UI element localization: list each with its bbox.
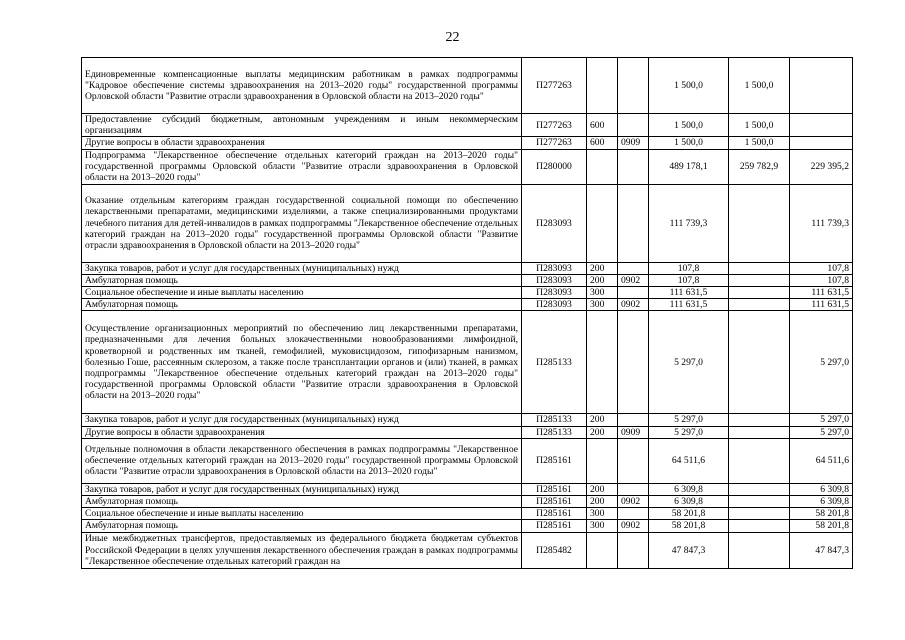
expense-type [587, 58, 618, 114]
amount-total: 64 511,6 [649, 438, 729, 483]
table-row [82, 311, 853, 414]
table-row [82, 274, 853, 286]
target-code: П277263 [522, 137, 587, 149]
table-row [82, 532, 853, 568]
target-code: П285133 [522, 311, 587, 414]
target-code: П285133 [522, 426, 587, 438]
table-row [82, 149, 853, 184]
row-name: Закупка товаров, работ и услуг для государственных (муниципальных) нужд [82, 483, 522, 495]
row-name: Амбулаторная помощь [82, 274, 522, 286]
row-name: Амбулаторная помощь [82, 520, 522, 532]
table-row [82, 483, 853, 495]
amount-regional [729, 414, 790, 426]
table-row [82, 58, 853, 114]
section-code [618, 114, 649, 137]
amount-federal [790, 114, 853, 137]
amount-regional: 1 500,0 [729, 137, 790, 149]
amount-federal: 6 309,8 [790, 483, 853, 495]
row-name: Единовременные компенсационные выплаты медицинским работникам в рамках подпрограммы "Кадровое обеспечение системы здравоохранения на 2013–2020 годы" государственной программы Орловской области "Развитие отрасли здравоохранения в Орловской области на 2013–2020 годы" [82, 58, 522, 114]
section-code [618, 149, 649, 184]
amount-federal: 5 297,0 [790, 414, 853, 426]
section-code [618, 287, 649, 299]
section-code [618, 508, 649, 520]
row-name: Закупка товаров, работ и услуг для государственных (муниципальных) нужд [82, 262, 522, 274]
row-name: Другие вопросы в области здравоохранения [82, 137, 522, 149]
expense-type: 300 [587, 520, 618, 532]
amount-regional: 1 500,0 [729, 114, 790, 137]
section-code: 0902 [618, 299, 649, 311]
expense-type [587, 532, 618, 568]
amount-total: 1 500,0 [649, 114, 729, 137]
expense-type: 600 [587, 114, 618, 137]
amount-total: 6 309,8 [649, 496, 729, 508]
section-code: 0902 [618, 496, 649, 508]
amount-regional [729, 508, 790, 520]
row-name: Амбулаторная помощь [82, 496, 522, 508]
expense-type: 600 [587, 137, 618, 149]
expense-type: 300 [587, 299, 618, 311]
target-code: П283093 [522, 184, 587, 262]
amount-federal: 111 739,3 [790, 184, 853, 262]
table-row [82, 520, 853, 532]
amount-federal: 5 297,0 [790, 311, 853, 414]
expense-type: 300 [587, 287, 618, 299]
target-code: П285482 [522, 532, 587, 568]
expense-type [587, 311, 618, 414]
target-code: П280000 [522, 149, 587, 184]
amount-total: 58 201,8 [649, 520, 729, 532]
amount-regional [729, 496, 790, 508]
row-name: Амбулаторная помощь [82, 299, 522, 311]
target-code: П283093 [522, 299, 587, 311]
amount-total: 111 739,3 [649, 184, 729, 262]
amount-total: 111 631,5 [649, 287, 729, 299]
amount-regional [729, 262, 790, 274]
target-code: П285161 [522, 438, 587, 483]
amount-regional [729, 299, 790, 311]
expense-type: 200 [587, 496, 618, 508]
amount-federal [790, 137, 853, 149]
row-name: Осуществление организационных мероприятий по обеспечению лиц лекарственными препаратами, предназначенными для лечения больных злокачественными новообразованиями лимфоидной, кроветворной и родственных им тканей, гемофилией, муковисцидозом, гипофизарным нанизмом, болезнью Гоше, рассеянным склерозом, а также после трансплантации органов и (или) тканей, в рамках подпрограммы "Лекарственное обеспечение отдельных категорий граждан на 2013–2020 годы" государственной программы Орловской области "Развитие отрасли здравоохранения в Орловской области на 2013–2020 годы" [82, 311, 522, 414]
amount-total: 47 847,3 [649, 532, 729, 568]
table-row [82, 299, 853, 311]
amount-federal: 111 631,5 [790, 287, 853, 299]
budget-table [81, 57, 853, 569]
expense-type [587, 149, 618, 184]
amount-regional: 259 782,9 [729, 149, 790, 184]
amount-total: 5 297,0 [649, 311, 729, 414]
expense-type: 200 [587, 483, 618, 495]
section-code [618, 414, 649, 426]
amount-federal [790, 58, 853, 114]
expense-type: 200 [587, 274, 618, 286]
row-name: Оказание отдельным категориям граждан государственной социальной помощи по обеспечению лекарственными препаратами, медицинскими изделиями, а также специализированными продуктами лечебного питания для детей-инвалидов в рамках подпрограммы "Лекарственное обеспечение отдельных категорий граждан на 2013–2020 годы" государственной программы Орловской области "Развитие отрасли здравоохранения в Орловской области на 2013–2020 годы" [82, 184, 522, 262]
row-name: Закупка товаров, работ и услуг для государственных (муниципальных) нужд [82, 414, 522, 426]
target-code: П285161 [522, 508, 587, 520]
section-code [618, 532, 649, 568]
row-name: Социальное обеспечение и иные выплаты населению [82, 287, 522, 299]
amount-total: 107,8 [649, 262, 729, 274]
amount-total: 6 309,8 [649, 483, 729, 495]
expense-type: 200 [587, 262, 618, 274]
target-code: П277263 [522, 58, 587, 114]
row-name: Подпрограмма "Лекарственное обеспечение отдельных категорий граждан на 2013–2020 годы" государственной программы Орловской области "Развитие отрасли здравоохранения в Орловской области на 2013–2020 годы" [82, 149, 522, 184]
amount-total: 1 500,0 [649, 58, 729, 114]
amount-total: 489 178,1 [649, 149, 729, 184]
target-code: П285161 [522, 496, 587, 508]
amount-regional [729, 426, 790, 438]
amount-federal: 5 297,0 [790, 426, 853, 438]
table-row [82, 114, 853, 137]
amount-regional [729, 274, 790, 286]
target-code: П283093 [522, 262, 587, 274]
row-name: Иные межбюджетных трансфертов, предоставляемых из федерального бюджета бюджетам субъектов Российской Федерации в целях улучшения лекарственного обеспечения граждан в рамках подпрограммы "Лекарственное обеспечение отдельных категорий граждан на [82, 532, 522, 568]
section-code [618, 438, 649, 483]
table-row [82, 508, 853, 520]
amount-federal: 107,8 [790, 274, 853, 286]
target-code: П283093 [522, 287, 587, 299]
section-code: 0902 [618, 520, 649, 532]
section-code [618, 58, 649, 114]
table-row [82, 414, 853, 426]
target-code: П285161 [522, 483, 587, 495]
row-name: Предоставление субсидий бюджетным, автономным учреждениям и иным некоммерческим организациям [82, 114, 522, 137]
amount-total: 58 201,8 [649, 508, 729, 520]
amount-federal: 229 395,2 [790, 149, 853, 184]
amount-federal: 58 201,8 [790, 508, 853, 520]
page-number: 22 [445, 30, 460, 45]
section-code: 0909 [618, 426, 649, 438]
amount-federal: 47 847,3 [790, 532, 853, 568]
amount-total: 5 297,0 [649, 426, 729, 438]
amount-regional [729, 311, 790, 414]
amount-federal: 58 201,8 [790, 520, 853, 532]
expense-type [587, 184, 618, 262]
row-name: Другие вопросы в области здравоохранения [82, 426, 522, 438]
expense-type: 200 [587, 426, 618, 438]
section-code: 0902 [618, 274, 649, 286]
table-row [82, 287, 853, 299]
section-code [618, 262, 649, 274]
target-code: П285133 [522, 414, 587, 426]
table-row [82, 496, 853, 508]
expense-type: 200 [587, 414, 618, 426]
amount-regional [729, 532, 790, 568]
row-name: Отдельные полномочия в области лекарственного обеспечения в рамках подпрограммы "Лекарственное обеспечение отдельных категорий граждан на 2013–2020 годы" государственной программы Орловской области "Развитие отрасли здравоохранения в Орловской области на 2013–2020 годы" [82, 438, 522, 483]
amount-federal: 107,8 [790, 262, 853, 274]
target-code: П285161 [522, 520, 587, 532]
amount-total: 107,8 [649, 274, 729, 286]
table-row [82, 184, 853, 262]
section-code [618, 311, 649, 414]
target-code: П283093 [522, 274, 587, 286]
amount-federal: 111 631,5 [790, 299, 853, 311]
expense-type [587, 438, 618, 483]
amount-regional [729, 520, 790, 532]
amount-regional [729, 184, 790, 262]
table-row [82, 137, 853, 149]
table-row [82, 438, 853, 483]
amount-regional [729, 483, 790, 495]
table-row [82, 426, 853, 438]
amount-federal: 64 511,6 [790, 438, 853, 483]
section-code [618, 483, 649, 495]
table-row [82, 262, 853, 274]
amount-regional [729, 287, 790, 299]
amount-federal: 6 309,8 [790, 496, 853, 508]
row-name: Социальное обеспечение и иные выплаты населению [82, 508, 522, 520]
expense-type: 300 [587, 508, 618, 520]
amount-regional [729, 438, 790, 483]
amount-total: 5 297,0 [649, 414, 729, 426]
target-code: П277263 [522, 114, 587, 137]
amount-total: 1 500,0 [649, 137, 729, 149]
section-code [618, 184, 649, 262]
amount-total: 111 631,5 [649, 299, 729, 311]
section-code: 0909 [618, 137, 649, 149]
amount-regional: 1 500,0 [729, 58, 790, 114]
